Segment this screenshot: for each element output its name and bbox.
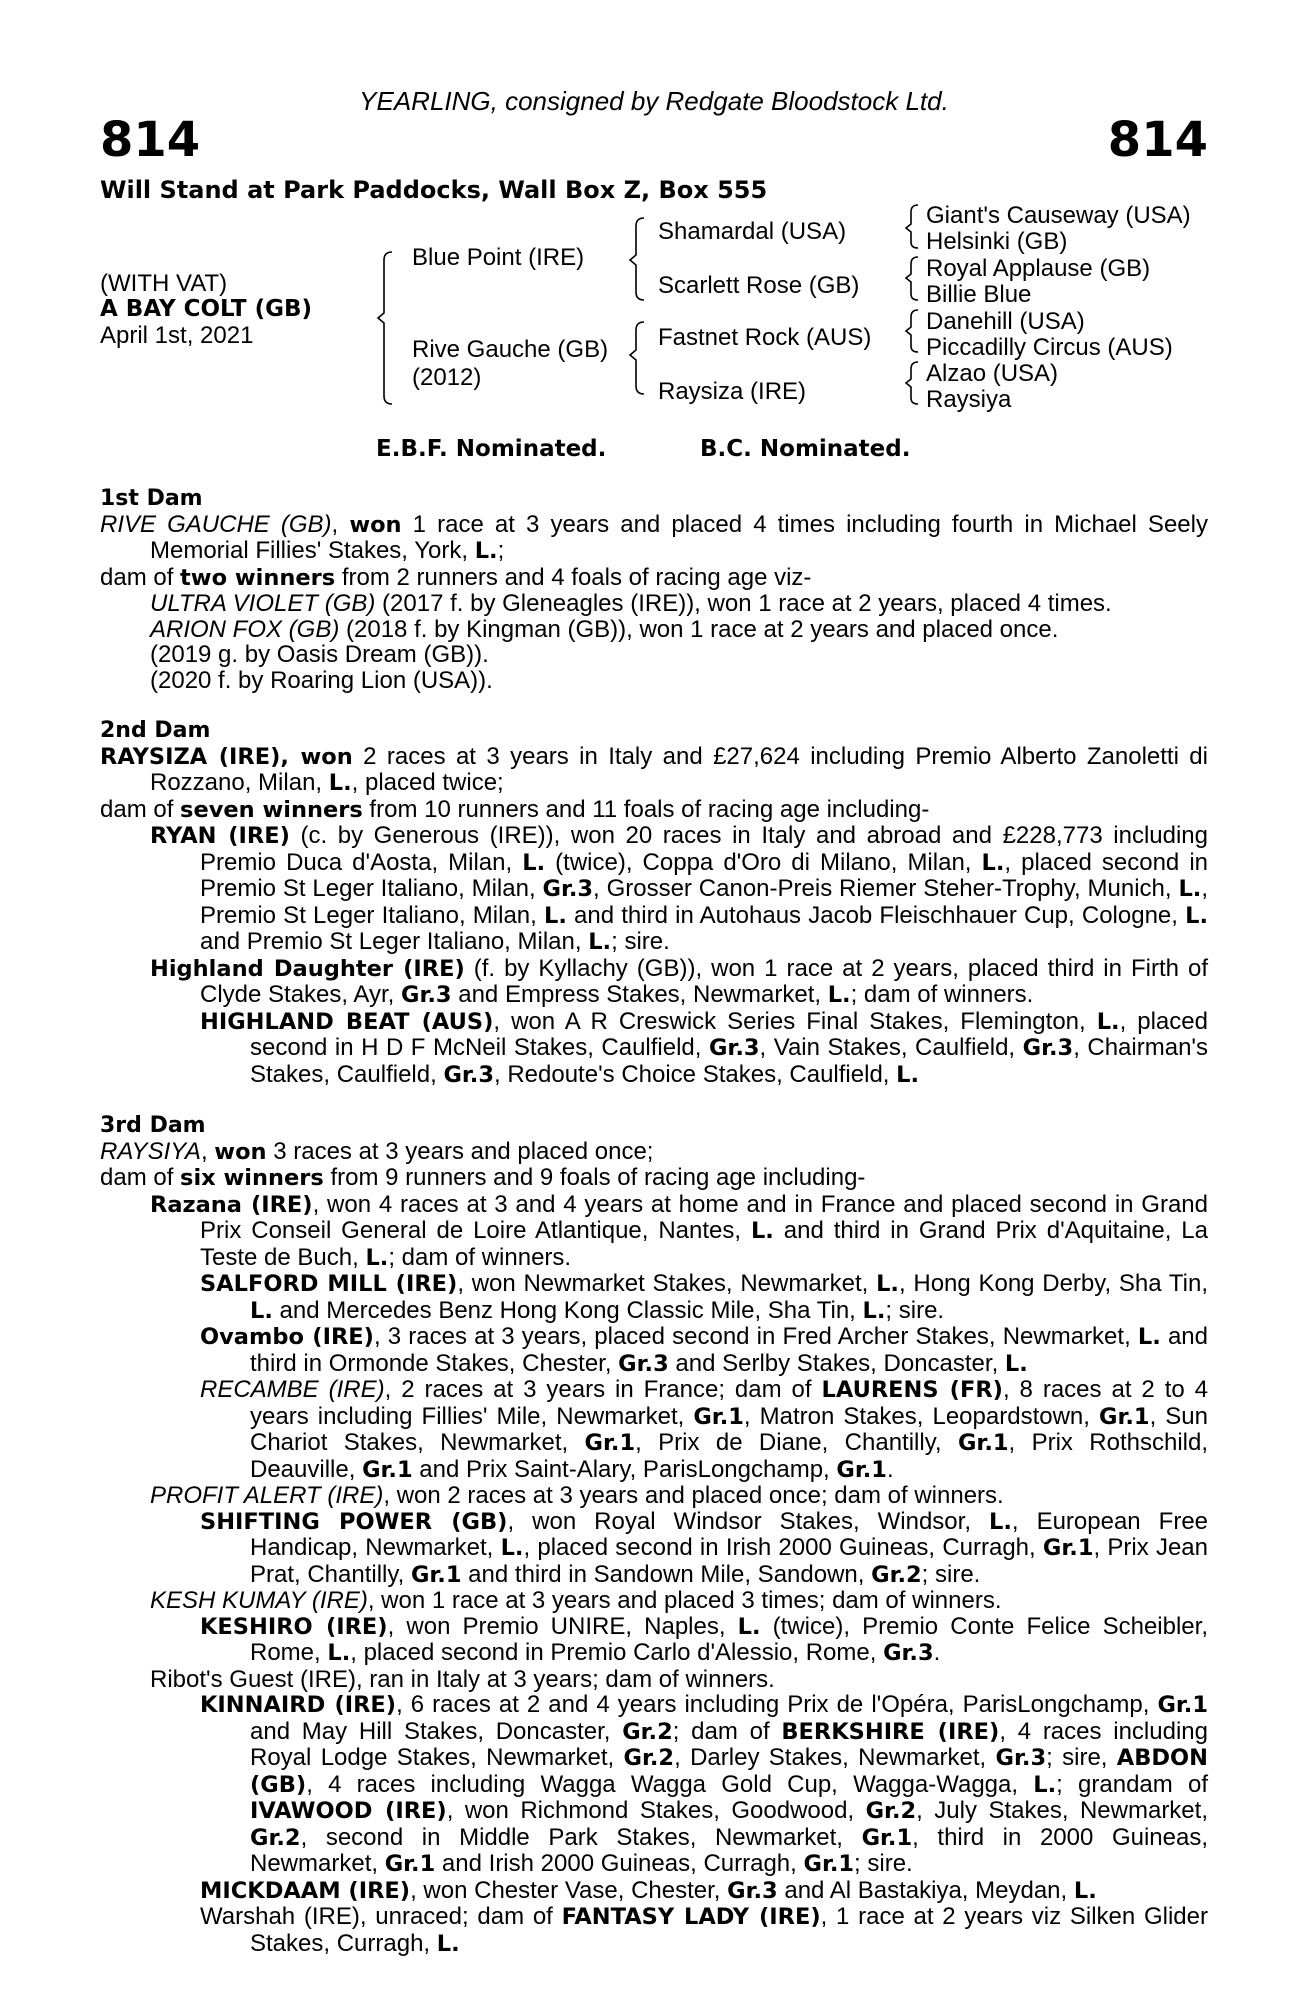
pedigree-gen3-1: Giant's Causeway (USA) xyxy=(926,202,1191,229)
pedigree-sire-dam: Scarlett Rose (GB) xyxy=(658,272,860,299)
pedigree-dam-sire: Fastnet Rock (AUS) xyxy=(658,324,872,351)
pedigree-dam-year: (2012) xyxy=(412,364,482,391)
produce-entry: Ribot's Guest (IRE), ran in Italy at 3 years; dam of winners. xyxy=(150,1665,775,1693)
horse-name: A BAY COLT (GB) xyxy=(100,296,313,322)
pedigree-gen3-4: Billie Blue xyxy=(926,281,1032,308)
second-dam-produce: dam of seven winners from 10 runners and 11 foals of racing age including- xyxy=(100,795,930,823)
third-dam-record: RAYSIYA, won 3 races at 3 years and placed once; xyxy=(100,1137,654,1165)
produce-entry: Razana (IRE), won 4 races at 3 and 4 years at home and in France and placed second in Grand Prix Conseil General de Loire Atlantique, Nantes, L. and third in Grand Prix d'Aquitaine, La Teste de Buch, L.; dam of winners. xyxy=(150,1190,1208,1271)
produce-entry: SHIFTING POWER (GB), won Royal Windsor Stakes, Windsor, L., European Free Handicap, Newmarket, L., placed second in Irish 2000 Guineas, Curragh, Gr.1, Prix Jean Prat, Chantilly, Gr.1 and third in Sandown Mile, Sandown, Gr.2; sire. xyxy=(200,1507,1209,1588)
pedigree-gen3-3: Royal Applause (GB) xyxy=(926,255,1151,282)
consignment-line: YEARLING, consigned by Redgate Bloodstock Ltd. xyxy=(359,86,949,116)
produce-entry: KESHIRO (IRE), won Premio UNIRE, Naples, L. (twice), Premio Conte Felice Scheibler, Rome, L., placed second in Premio Carlo d'Alessio, Rome, Gr.3. xyxy=(200,1612,1208,1666)
catalogue-page xyxy=(100,0,1208,2000)
produce-entry: KESH KUMAY (IRE), won 1 race at 3 years and placed 3 times; dam of winners. xyxy=(150,1587,1002,1614)
second-dam-record: RAYSIZA (IRE), won 2 races at 3 years in Italy and £27,624 including Premio Alberto Zanoletti di Rozzano, Milan, L., placed twice; xyxy=(100,742,1208,796)
stand-location: Will Stand at Park Paddocks, Wall Box Z, Box 555 xyxy=(100,176,768,204)
third-dam-produce: dam of six winners from 9 runners and 9 foals of racing age including- xyxy=(100,1164,866,1191)
third-dam-heading: 3rd Dam xyxy=(100,1113,206,1138)
pedigree-gen3-5: Danehill (USA) xyxy=(926,308,1085,335)
produce-entry: HIGHLAND BEAT (AUS), won A R Creswick Series Final Stakes, Flemington, L., placed second in H D F McNeil Stakes, Caulfield, Gr.3, Vain Stakes, Caulfield, Gr.3, Chairman's Stakes, Caulfield, Gr.3, Redoute's Choice Stakes, Caulfield, L. xyxy=(200,1007,1208,1088)
first-dam-foal: (2020 f. by Roaring Lion (USA)). xyxy=(150,666,493,694)
pedigree-notes xyxy=(100,486,1208,1957)
produce-entry: MICKDAAM (IRE), won Chester Vase, Chester, Gr.3 and Al Bastakiya, Meydan, L. xyxy=(200,1876,1097,1904)
pedigree-sire-sire: Shamardal (USA) xyxy=(658,218,847,245)
lot-number-left: 814 xyxy=(100,112,201,168)
first-dam-foal: ARION FOX (GB) (2018 f. by Kingman (GB)), won 1 race at 2 years and placed once. xyxy=(150,615,1059,643)
produce-entry: Highland Daughter (IRE) (f. by Kyllachy (GB)), won 1 race at 2 years, placed third in Firth of Clyde Stakes, Ayr, Gr.3 and Empress Stakes, Newmarket, L.; dam of winners. xyxy=(150,954,1208,1008)
produce-entry: PROFIT ALERT (IRE), won 2 races at 3 years and placed once; dam of winners. xyxy=(150,1482,1004,1509)
first-dam-produce: dam of two winners from 2 runners and 4 foals of racing age viz- xyxy=(100,563,812,591)
produce-entry: Ovambo (IRE), 3 races at 3 years, placed second in Fred Archer Stakes, Newmarket, L. and third in Ormonde Stakes, Chester, Gr.3 and Serlby Stakes, Doncaster, L. xyxy=(200,1323,1208,1377)
vat-note: (WITH VAT) xyxy=(100,270,228,297)
first-dam-foal: ULTRA VIOLET (GB) (2017 f. by Gleneagles (IRE)), won 1 race at 2 years, placed 4 times. xyxy=(150,590,1112,617)
pedigree-dam: Rive Gauche (GB) xyxy=(412,336,609,363)
pedigree-gen3-8: Raysiya xyxy=(926,386,1012,413)
pedigree-gen3-2: Helsinki (GB) xyxy=(926,228,1068,255)
produce-entry: KINNAIRD (IRE), 6 races at 2 and 4 years including Prix de l'Opéra, ParisLongchamp, Gr.1 and May Hill Stakes, Doncaster, Gr.2; dam of BERKSHIRE (IRE), 4 races including Royal Lodge Stakes, Newmarket, Gr.2, Darley Stakes, Newmarket, Gr.3; sire, ABDON (GB), 4 races including Wagga Wagga Gold Cup, Wagga-Wagga, L.; grandam of IVAWOOD (IRE), won Richmond Stakes, Goodwood, Gr.2, July Stakes, Newmarket, Gr.2, second in Middle Park Stakes, Newmarket, Gr.1, third in 2000 Guineas, Newmarket, Gr.1 and Irish 2000 Guineas, Curragh, Gr.1; sire. xyxy=(200,1691,1209,1877)
produce-entry: Warshah (IRE), unraced; dam of FANTASY LADY (IRE), 1 race at 2 years viz Silken Glider Stakes, Curragh, L. xyxy=(200,1903,1208,1957)
produce-entry: RECAMBE (IRE), 2 races at 3 years in France; dam of LAURENS (FR), 8 races at 2 to 4 years including Fillies' Mile, Newmarket, Gr.1, Matron Stakes, Leopardstown, Gr.1, Sun Chariot Stakes, Newmarket, Gr.1, Prix de Diane, Chantilly, Gr.1, Prix Rothschild, Deauville, Gr.1 and Prix Saint-Alary, ParisLongchamp, Gr.1. xyxy=(200,1376,1209,1483)
first-dam-foal: (2019 g. by Oasis Dream (GB)). xyxy=(150,641,489,668)
second-dam-heading: 2nd Dam xyxy=(100,718,211,743)
pedigree-gen3-7: Alzao (USA) xyxy=(926,360,1059,387)
first-dam-heading: 1st Dam xyxy=(100,486,203,511)
bc-nomination: B.C. Nominated. xyxy=(700,436,911,462)
pedigree-dam-dam: Raysiza (IRE) xyxy=(658,378,807,405)
pedigree-sire: Blue Point (IRE) xyxy=(412,244,585,271)
produce-entry: RYAN (IRE) (c. by Generous (IRE)), won 20 races in Italy and abroad and £228,773 including Premio Duca d'Aosta, Milan, L. (twice), Coppa d'Oro di Milano, Milan, L., placed second in Premio St Leger Italiano, Milan, Gr.3, Grosser Canon-Preis Riemer Steher-Trophy, Munich, L., Premio St Leger Italiano, Milan, L. and third in Autohaus Jacob Fleischhauer Cup, Cologne, L. and Premio St Leger Italiano, Milan, L.; sire. xyxy=(150,822,1209,955)
pedigree-gen3-6: Piccadilly Circus (AUS) xyxy=(926,334,1173,361)
first-dam-record: RIVE GAUCHE (GB), won 1 race at 3 years and placed 4 times including fourth in Michael Seely Memorial Fillies' Stakes, York, L.; xyxy=(100,510,1208,564)
horse-dob: April 1st, 2021 xyxy=(100,322,254,349)
produce-entry: SALFORD MILL (IRE), won Newmarket Stakes, Newmarket, L., Hong Kong Derby, Sha Tin, L. and Mercedes Benz Hong Kong Classic Mile, Sha Tin, L.; sire. xyxy=(200,1270,1208,1324)
ebf-nomination: E.B.F. Nominated. xyxy=(376,436,607,462)
lot-number-right: 814 xyxy=(1107,112,1208,168)
pedigree-table xyxy=(100,200,1208,420)
